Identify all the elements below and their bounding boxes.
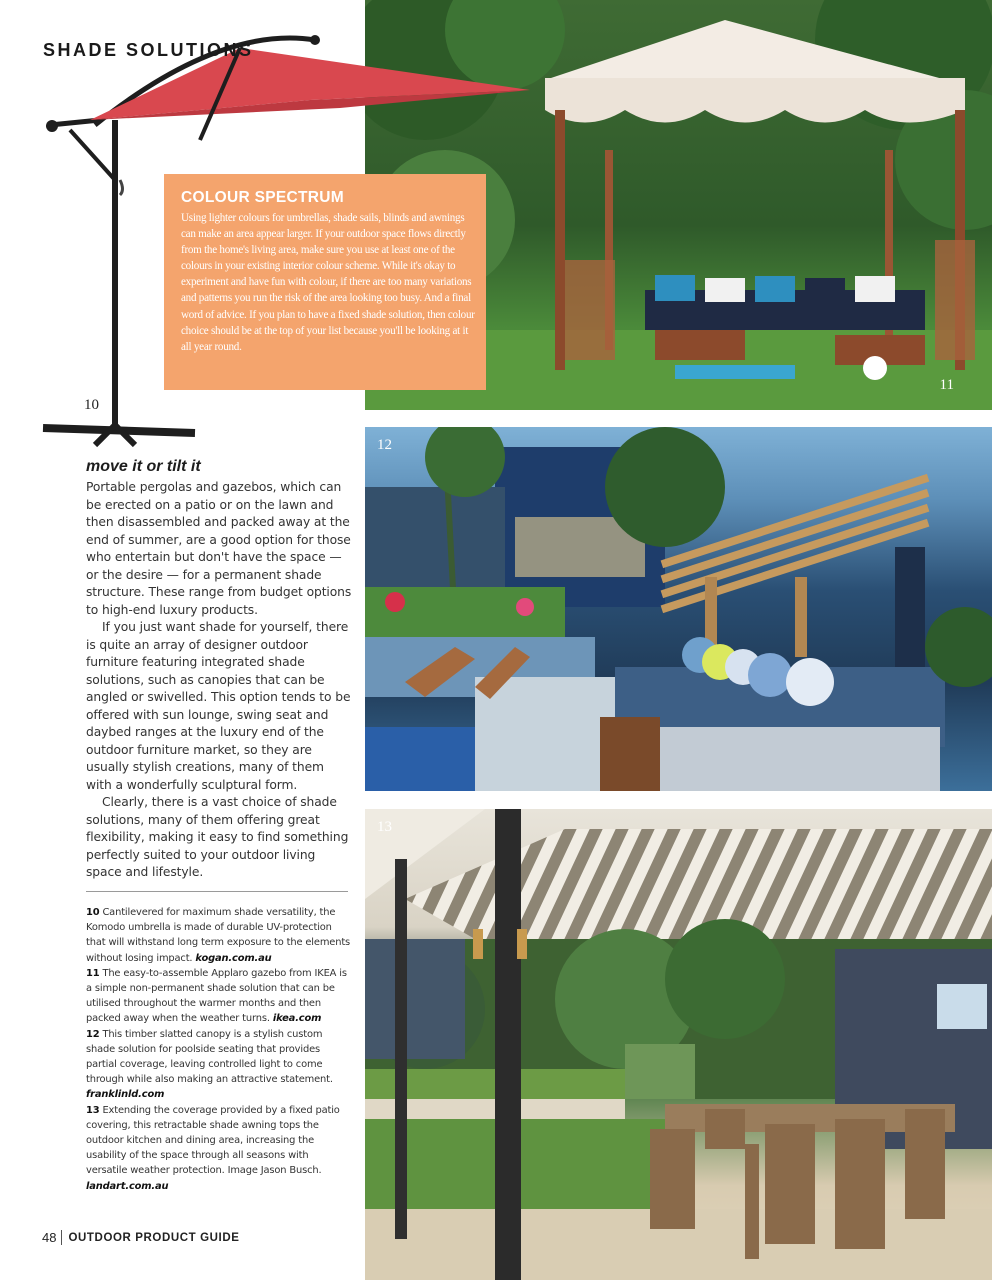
awning-illustration (365, 809, 992, 1280)
canopy-photo (365, 427, 992, 791)
awning-photo (365, 809, 992, 1280)
photo-number-10: 10 (84, 397, 99, 413)
caption-13: 13 Extending the coverage provided by a fixed patio covering, this retractable shade awning tops the outdoor kitchen and dining area, increasing the usability of the space through all seasons with versatile weather protection. Image Jason Busch. landart.com.au (86, 1104, 340, 1192)
publication-name: OUTDOOR PRODUCT GUIDE (68, 1231, 240, 1244)
sidebox-text: Using lighter colours for umbrellas, shade sails, blinds and awnings can make an area appear larger. If your outdoor space flows directly from the home's living area, make sure you use at least one of the colours in your existing interior colour scheme. While it's okay to experiment and have fun with colour, if there are too many variations and patterns you run the risk of the area looking too busy. And a final word of advice. If you plan to have a fixed shade solution, then colour choice should be at the top of your list because you'll be looking at it all year round. (181, 212, 475, 353)
caption-10: 10 Cantilevered for maximum shade versatility, the Komodo umbrella is made of durable UV-protection that will withstand long term exposure to the elements without losing impact. kogan.com.au (86, 907, 351, 964)
article-paragraph: Clearly, there is a vast choice of shade solutions, many of them offering great flexibility, making it easy to find something perfectly suited to your outdoor living space and lifestyle. (86, 795, 349, 879)
article-paragraph: Portable pergolas and gazebos, which can be erected on a patio or on the lawn and then disassembled and packed away at the end of summer, are a good option for those who entertain but don't have the space — or the desire — for a permanent shade structure. These range from budget options to high-end luxury products. (86, 480, 352, 617)
caption-divider (86, 891, 348, 892)
photo-captions (86, 905, 352, 1194)
caption-link: kogan.com.au (195, 952, 272, 964)
caption-11: 11 The easy-to-assemble Applaro gazebo from IKEA is a simple non-permanent shade solution that can be utilised throughout the warmer months and then packed away when the weather turns. ikea.com (86, 967, 347, 1025)
article-body (86, 479, 352, 882)
caption-link: landart.com.au (86, 1180, 169, 1192)
footer-separator (61, 1230, 62, 1245)
page-number: 48 (42, 1230, 57, 1245)
caption-12: 12 This timber slatted canopy is a stylish custom shade solution for poolside seating that provides partial coverage, leaving controlled light to come through while also making an attractive statement. franklinld.com (86, 1028, 333, 1101)
page-footer (42, 1230, 240, 1245)
photo-number-11: 11 (939, 377, 954, 393)
photo-number-13: 13 (377, 819, 392, 835)
article-paragraph: If you just want shade for yourself, there is quite an array of designer outdoor furniture featuring integrated shade solutions, such as canopies that can be angled or swivelled. This option tends to be offered with sun lounge, swing seat and daybed ranges at the luxury end of the outdoor furniture market, so they are usually stylish creations, many of them with a wonderfully sculptural form. (86, 620, 351, 792)
caption-link: ikea.com (272, 1013, 322, 1025)
photo-number-12: 12 (377, 437, 392, 453)
sidebox-title: COLOUR SPECTRUM (181, 189, 344, 206)
colour-spectrum-box (164, 174, 486, 390)
article-subhead: move it or tilt it (86, 458, 201, 475)
caption-link: franklinld.com (86, 1089, 165, 1101)
section-label: SHADE SOLUTIONS (43, 40, 254, 60)
canopy-illustration (365, 427, 992, 791)
